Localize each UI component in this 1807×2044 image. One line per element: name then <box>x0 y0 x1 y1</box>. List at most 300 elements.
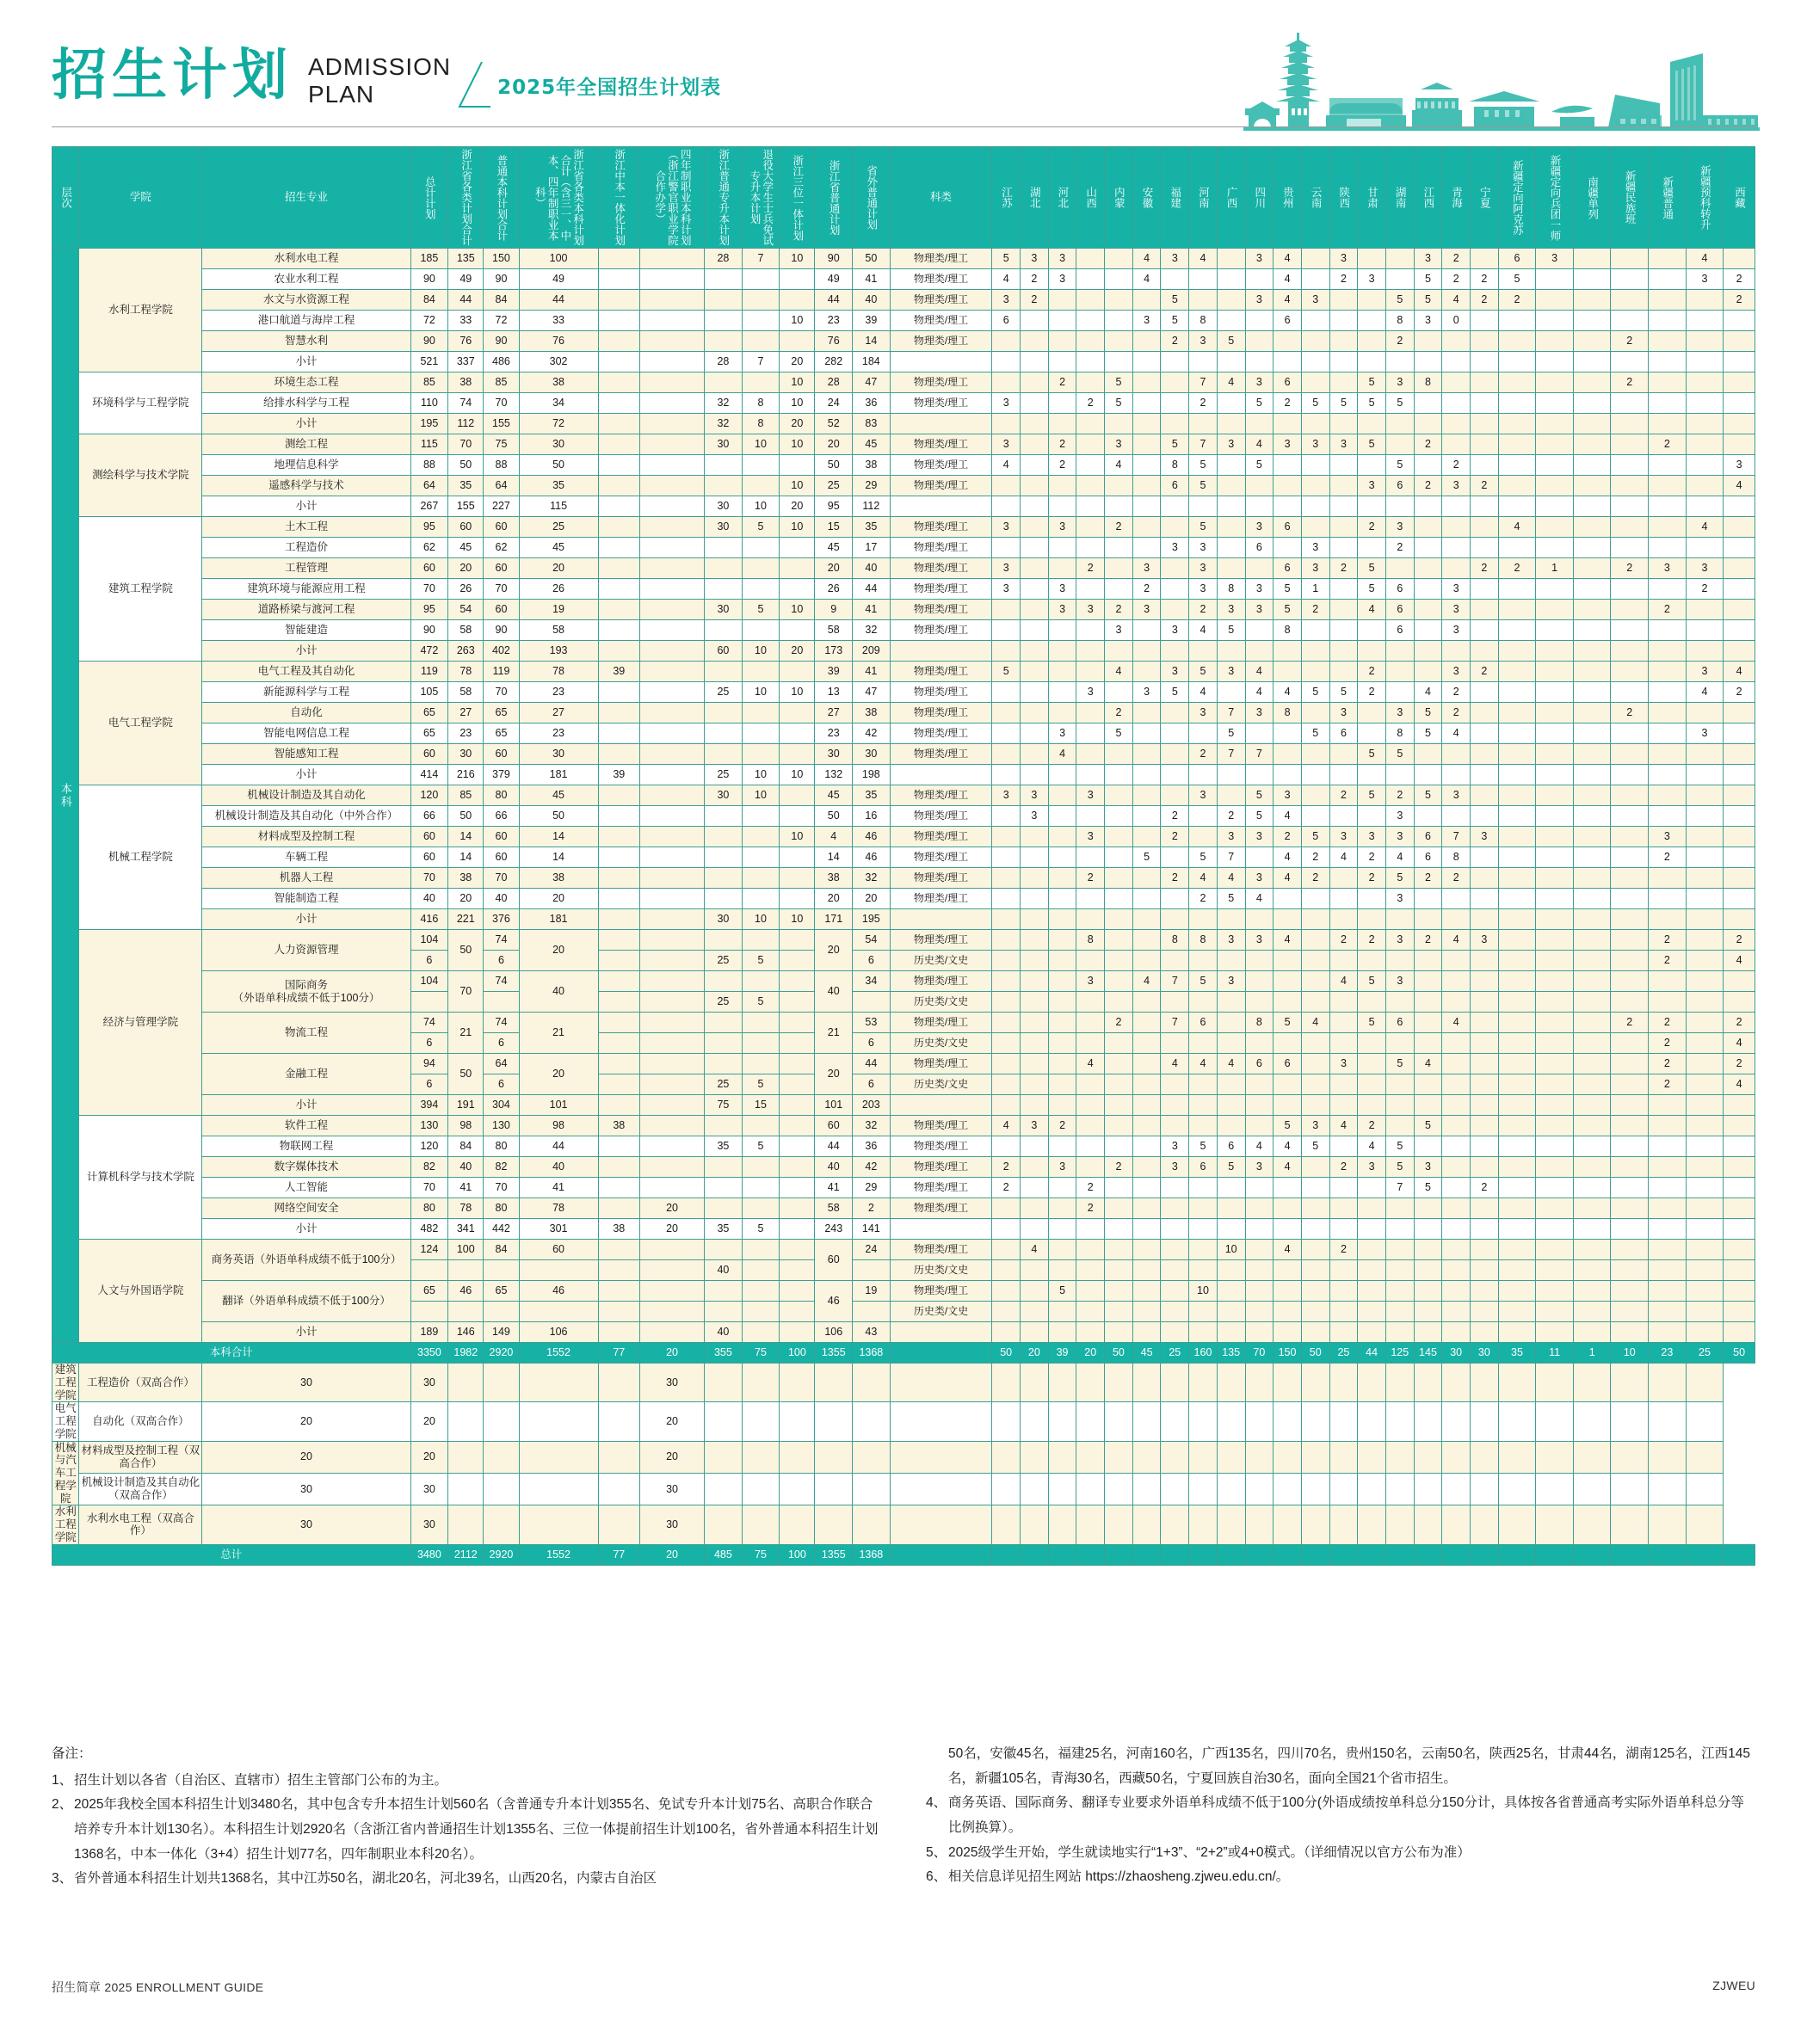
cell-plan <box>598 1441 639 1473</box>
cell-province-quota <box>1724 868 1755 889</box>
cell-subject-type: 物理类/理工 <box>890 703 992 723</box>
cell-province-quota <box>1471 1505 1499 1544</box>
cell-province-quota <box>1217 951 1245 971</box>
cell-province-total: 30 <box>1471 1343 1499 1364</box>
cell-province-quota <box>1048 496 1076 517</box>
note-text: 省外普通本科招生计划共1368名，其中江苏50名，湖北20名，河北39名，山西20名，内蒙古自治区 <box>74 1871 657 1887</box>
cell-plan: 30 <box>640 1473 705 1505</box>
cell-province-quota <box>1385 558 1414 579</box>
cell-plan <box>780 1157 815 1178</box>
cell-subject-type <box>890 765 992 785</box>
table-row-major <box>52 517 1755 538</box>
cell-plan: 23 <box>519 723 598 744</box>
cell-province-quota: 10 <box>1217 1240 1245 1260</box>
cell-province-quota: 3 <box>992 434 1021 455</box>
cell-plan: 74 <box>448 393 484 414</box>
cell-province-quota: 4 <box>1189 249 1218 269</box>
cell-province-quota: 6 <box>1385 600 1414 620</box>
cell-province-quota: 4 <box>1442 1013 1471 1033</box>
cell-province-quota <box>1358 1198 1386 1219</box>
cell-province-quota: 3 <box>1217 930 1245 951</box>
cell-province-quota <box>1611 1441 1649 1473</box>
cell-province-quota <box>1471 1198 1499 1219</box>
cell-province-quota <box>1573 868 1611 889</box>
cell-province-quota <box>1573 372 1611 393</box>
cell-province-quota <box>1217 992 1245 1013</box>
cell-subject-type: 物理类/理工 <box>890 249 992 269</box>
cell-province-quota <box>1329 1219 1358 1240</box>
cell-plan: 82 <box>410 1157 448 1178</box>
table-row-major <box>52 331 1755 352</box>
cell-plan: 6 <box>410 1033 448 1054</box>
cell-province-quota <box>1076 1544 1105 1565</box>
cell-undergrad-total: 2920 <box>484 1343 519 1364</box>
cell-province-quota: 2 <box>1442 703 1471 723</box>
major-name: 机械设计制造及其自动化（中外合作） <box>202 806 410 827</box>
cell-plan: 41 <box>448 1178 484 1198</box>
cell-province-quota <box>1611 269 1649 290</box>
cell-plan: 50 <box>815 806 853 827</box>
note-item <box>926 1742 1755 1791</box>
cell-province-quota <box>1536 1544 1574 1565</box>
table-row-major <box>52 868 1755 889</box>
table-row-subtotal <box>52 765 1755 785</box>
college-name: 电气工程学院 <box>79 662 202 785</box>
cell-province-quota <box>1132 1157 1161 1178</box>
cell-province-quota <box>1132 1178 1161 1198</box>
cell-subtotal: 115 <box>519 496 598 517</box>
cell-undergrad-total: 100 <box>780 1343 815 1364</box>
cell-province-quota <box>1021 1364 1049 1402</box>
cell-province-quota <box>1649 992 1687 1013</box>
cell-province-quota <box>1724 971 1755 992</box>
cell-subtotal <box>598 909 639 930</box>
cell-plan: 14 <box>815 847 853 868</box>
cell-province-quota <box>1076 909 1105 930</box>
cell-province-quota <box>1686 909 1724 930</box>
cell-plan: 26 <box>519 579 598 600</box>
cell-province-quota <box>1471 372 1499 393</box>
cell-province-quota <box>1498 1136 1536 1157</box>
cell-province-quota <box>1329 311 1358 331</box>
cell-province-quota <box>1649 1198 1687 1219</box>
cell-plan <box>705 538 743 558</box>
cell-plan: 80 <box>484 785 519 806</box>
cell-plan: 185 <box>410 249 448 269</box>
cell-plan: 10 <box>780 249 815 269</box>
cell-plan <box>598 1033 639 1054</box>
cell-province-quota <box>1048 806 1076 827</box>
cell-province-quota: 2 <box>1471 558 1499 579</box>
cell-subject-type <box>890 1322 992 1343</box>
cell-province-quota <box>1536 1441 1574 1473</box>
cell-province-quota <box>1471 620 1499 641</box>
cell-province-quota <box>992 1302 1021 1322</box>
cell-province-quota <box>1076 1240 1105 1260</box>
cell-plan <box>519 1364 598 1402</box>
cell-province-quota: 3 <box>1105 434 1133 455</box>
college-name: 建筑工程学院 <box>52 1364 79 1402</box>
cell-province-quota <box>1471 971 1499 992</box>
cell-province-quota <box>1385 1302 1414 1322</box>
cell-province-quota: 5 <box>1189 517 1218 538</box>
cell-subtotal: 52 <box>815 414 853 434</box>
cell-plan: 10 <box>780 434 815 455</box>
cell-plan <box>519 1473 598 1505</box>
cell-province-quota <box>1573 909 1611 930</box>
cell-province-quota <box>1076 331 1105 352</box>
cell-plan <box>742 1364 780 1402</box>
cell-plan: 98 <box>519 1116 598 1136</box>
cell-province-quota <box>1724 1322 1755 1343</box>
cell-province-quota: 2 <box>1329 785 1358 806</box>
cell-plan <box>448 1302 484 1322</box>
cell-subject-type: 物理类/理工 <box>890 827 992 847</box>
cell-plan <box>742 744 780 765</box>
cell-plan: 30 <box>448 744 484 765</box>
cell-province-quota <box>1536 1157 1574 1178</box>
cell-province-quota <box>1132 434 1161 455</box>
cell-province-quota <box>1442 992 1471 1013</box>
cell-subtotal: 10 <box>742 496 780 517</box>
cell-province-quota: 4 <box>992 1116 1021 1136</box>
cell-subtotal: 209 <box>853 641 891 662</box>
cell-province-quota: 3 <box>1161 538 1189 558</box>
cell-plan: 30 <box>410 1473 448 1505</box>
cell-plan <box>780 1054 815 1074</box>
cell-plan: 66 <box>484 806 519 827</box>
table-row-major <box>52 723 1755 744</box>
cell-province-quota <box>1132 765 1161 785</box>
cell-province-quota <box>1611 249 1649 269</box>
cell-province-quota <box>1573 538 1611 558</box>
cell-province-quota <box>1021 1157 1049 1178</box>
cell-province-quota <box>1076 1219 1105 1240</box>
cell-province-quota <box>1686 703 1724 723</box>
major-name: 环境生态工程 <box>202 372 410 393</box>
cell-province-quota: 8 <box>1189 930 1218 951</box>
cell-province-quota <box>1385 1544 1414 1565</box>
cell-plan: 60 <box>815 1240 853 1281</box>
major-name: 金融工程 <box>202 1054 410 1095</box>
cell-plan: 15 <box>815 517 853 538</box>
cell-province-quota <box>1329 909 1358 930</box>
cell-province-quota <box>1048 620 1076 641</box>
cell-plan <box>640 311 705 331</box>
cell-province-quota <box>1245 1544 1274 1565</box>
cell-province-quota <box>1442 414 1471 434</box>
cell-province-quota <box>1536 1240 1574 1260</box>
cell-province-quota: 8 <box>1274 620 1302 641</box>
cell-province-quota: 2 <box>1076 1178 1105 1198</box>
cell-province-quota <box>1611 971 1649 992</box>
major-name: 材料成型及控制工程 <box>202 827 410 847</box>
cell-plan: 40 <box>853 558 891 579</box>
cell-subject-type <box>890 909 992 930</box>
cell-province-quota <box>1021 992 1049 1013</box>
cell-province-quota <box>1076 723 1105 744</box>
cell-plan <box>742 827 780 847</box>
cell-province-quota: 2 <box>1414 434 1442 455</box>
cell-province-quota <box>1471 868 1499 889</box>
cell-province-quota: 8 <box>1442 847 1471 868</box>
cell-province-quota <box>1048 1033 1076 1054</box>
cell-plan <box>705 847 743 868</box>
cell-plan <box>640 249 705 269</box>
cell-subject-type: 物理类/理工 <box>890 868 992 889</box>
cell-province-quota <box>1611 1136 1649 1157</box>
cell-subtotal: 60 <box>705 641 743 662</box>
cell-plan: 46 <box>519 1281 598 1302</box>
cell-plan <box>742 868 780 889</box>
cell-province-quota <box>992 930 1021 951</box>
cell-plan <box>742 1505 780 1544</box>
cell-province-quota <box>1274 971 1302 992</box>
cell-province-quota: 4 <box>1105 455 1133 476</box>
cell-province-quota <box>1329 1178 1358 1198</box>
cell-province-quota <box>1217 1033 1245 1054</box>
cell-plan <box>705 1240 743 1260</box>
cell-plan: 95 <box>410 600 448 620</box>
cell-province-quota <box>1649 1095 1687 1116</box>
cell-province-quota <box>1189 909 1218 930</box>
cell-province-quota <box>1076 414 1105 434</box>
cell-province-quota <box>1442 331 1471 352</box>
cell-plan: 40 <box>815 1157 853 1178</box>
cell-plan: 23 <box>519 682 598 703</box>
cell-plan <box>742 1157 780 1178</box>
cell-province-quota: 3 <box>1649 558 1687 579</box>
cell-undergrad-total: 1552 <box>519 1343 598 1364</box>
cell-province-quota <box>1573 1260 1611 1281</box>
cell-plan: 25 <box>705 951 743 971</box>
college-name: 建筑工程学院 <box>79 517 202 662</box>
cell-province-quota <box>1498 1402 1536 1441</box>
cell-plan <box>598 744 639 765</box>
cell-plan <box>640 290 705 311</box>
cell-province-quota: 4 <box>1245 662 1274 682</box>
cell-plan <box>598 930 639 951</box>
cell-province-quota <box>1442 889 1471 909</box>
cell-province-quota <box>1724 1240 1755 1260</box>
cell-plan: 50 <box>519 806 598 827</box>
cell-province-quota <box>1686 290 1724 311</box>
cell-plan: 150 <box>484 249 519 269</box>
cell-plan: 10 <box>742 682 780 703</box>
cell-province-quota <box>1498 641 1536 662</box>
cell-province-quota <box>1329 496 1358 517</box>
major-name: 电气工程及其自动化 <box>202 662 410 682</box>
cell-province-quota: 3 <box>1442 620 1471 641</box>
cell-plan: 47 <box>853 682 891 703</box>
cell-subtotal: 379 <box>484 765 519 785</box>
cell-province-quota: 3 <box>1217 827 1245 847</box>
cell-plan <box>780 455 815 476</box>
cell-province-quota: 2 <box>1358 847 1386 868</box>
cell-subtotal: 243 <box>815 1219 853 1240</box>
college-name: 人文与外国语学院 <box>79 1240 202 1343</box>
cell-plan: 20 <box>448 889 484 909</box>
cell-province-quota <box>1245 269 1274 290</box>
cell-province-quota <box>1649 868 1687 889</box>
cell-province-quota: 3 <box>1329 703 1358 723</box>
note-number: 4、 <box>926 1795 947 1811</box>
cell-plan: 70 <box>448 434 484 455</box>
cell-province-quota <box>1649 641 1687 662</box>
cell-province-quota <box>1048 682 1076 703</box>
cell-province-quota <box>1076 744 1105 765</box>
cell-plan: 5 <box>742 951 780 971</box>
cell-plan <box>640 827 705 847</box>
col-header-2: 招生专业 <box>202 147 410 249</box>
cell-subtotal: 304 <box>484 1095 519 1116</box>
cell-province-quota <box>1274 1441 1302 1473</box>
cell-province-quota: 2 <box>1442 868 1471 889</box>
cell-province-quota: 5 <box>1358 1013 1386 1033</box>
cell-province-quota: 6 <box>1414 847 1442 868</box>
cell-province-quota <box>992 1095 1021 1116</box>
cell-subject-type: 物理类/理工 <box>890 1013 992 1033</box>
cell-province-quota <box>1105 414 1133 434</box>
cell-subtotal: 7 <box>742 352 780 372</box>
major-name: 网络空间安全 <box>202 1198 410 1219</box>
cell-plan: 9 <box>815 600 853 620</box>
cell-province-quota <box>992 1054 1021 1074</box>
cell-province-quota: 3 <box>1161 249 1189 269</box>
cell-province-quota <box>1132 1074 1161 1095</box>
cell-plan <box>742 1473 780 1505</box>
cell-subject-type: 物理类/理工 <box>890 847 992 868</box>
cell-province-quota <box>1105 558 1133 579</box>
cell-province-quota <box>890 1505 992 1544</box>
cell-plan <box>598 847 639 868</box>
cell-province-quota <box>1573 930 1611 951</box>
cell-province-quota <box>1105 1260 1133 1281</box>
cell-province-quota <box>1498 1505 1536 1544</box>
cell-plan: 20 <box>815 1054 853 1095</box>
cell-province-quota <box>1573 476 1611 496</box>
cell-province-quota: 3 <box>1021 1116 1049 1136</box>
cell-province-quota <box>1498 620 1536 641</box>
cell-province-quota <box>1217 538 1245 558</box>
cell-province-quota <box>1611 352 1649 372</box>
cell-province-quota <box>1611 744 1649 765</box>
cell-province-quota <box>1536 765 1574 785</box>
cell-province-quota: 5 <box>1385 290 1414 311</box>
cell-province-quota <box>1132 517 1161 538</box>
cell-province-quota <box>1161 1219 1189 1240</box>
cell-province-quota <box>1245 1364 1274 1402</box>
cell-province-quota: 4 <box>1724 1033 1755 1054</box>
cell-province-quota <box>1217 249 1245 269</box>
major-name: 新能源科学与工程 <box>202 682 410 703</box>
cell-province-quota <box>1021 414 1049 434</box>
cell-plan: 49 <box>519 269 598 290</box>
cell-province-quota: 8 <box>1161 455 1189 476</box>
cell-plan: 8 <box>742 393 780 414</box>
cell-province-quota <box>1536 744 1574 765</box>
cell-province-quota <box>992 868 1021 889</box>
major-name: 智能电网信息工程 <box>202 723 410 744</box>
cell-province-quota <box>1161 372 1189 393</box>
cell-plan: 16 <box>853 806 891 827</box>
cell-plan: 24 <box>853 1240 891 1260</box>
cell-undergrad-total: 355 <box>705 1343 743 1364</box>
cell-plan <box>598 1402 639 1441</box>
note-item <box>926 1791 1755 1840</box>
subtotal-label: 小计 <box>202 352 410 372</box>
cell-province-quota <box>1021 1074 1049 1095</box>
cell-province-quota <box>1573 269 1611 290</box>
cell-province-quota: 2 <box>1414 476 1442 496</box>
cell-plan: 32 <box>853 868 891 889</box>
cell-plan: 10 <box>780 600 815 620</box>
cell-province-quota <box>1132 1136 1161 1157</box>
cell-province-quota <box>1161 1095 1189 1116</box>
cell-plan <box>705 311 743 331</box>
cell-plan <box>598 703 639 723</box>
cell-plan <box>598 269 639 290</box>
cell-province-quota <box>1329 1544 1358 1565</box>
cell-province-quota <box>1536 517 1574 538</box>
cell-province-quota: 2 <box>1161 868 1189 889</box>
cell-province-quota <box>1076 1033 1105 1054</box>
cell-province-quota <box>1189 1302 1218 1322</box>
cell-province-quota: 5 <box>1414 703 1442 723</box>
cell-subject-type: 物理类/理工 <box>890 1136 992 1157</box>
cell-province-total: 25 <box>1329 1343 1358 1364</box>
cell-province-quota: 3 <box>1048 1157 1076 1178</box>
cell-province-quota <box>1498 414 1536 434</box>
cell-plan <box>780 579 815 600</box>
cell-plan <box>705 372 743 393</box>
cell-province-quota <box>1161 703 1189 723</box>
cell-plan: 10 <box>780 827 815 847</box>
cell-plan: 90 <box>815 249 853 269</box>
cell-province-quota: 8 <box>1189 311 1218 331</box>
cell-province-quota <box>1686 744 1724 765</box>
cell-province-quota <box>1161 1178 1189 1198</box>
cell-plan <box>780 1281 815 1302</box>
cell-province-quota <box>1573 992 1611 1013</box>
cell-province-quota: 2 <box>1649 600 1687 620</box>
cell-province-quota <box>1301 1240 1329 1260</box>
col-header-province-17: 宁夏 <box>1471 147 1499 249</box>
cell-province-quota <box>1573 827 1611 847</box>
cell-province-quota <box>1536 393 1574 414</box>
major-name: 材料成型及控制工程（双高合作） <box>79 1441 202 1473</box>
cell-province-quota <box>1105 1178 1133 1198</box>
cell-province-quota <box>1274 1219 1302 1240</box>
cell-province-quota <box>1358 641 1386 662</box>
cell-plan: 4 <box>815 827 853 847</box>
cell-province-quota <box>1161 1364 1189 1402</box>
cell-plan: 10 <box>780 372 815 393</box>
cell-province-quota <box>1021 393 1049 414</box>
cell-province-quota <box>1329 1441 1358 1473</box>
cell-province-quota: 4 <box>1274 806 1302 827</box>
note-text: 相关信息详见招生网站 https://zhaosheng.zjweu.edu.cn/。 <box>948 1869 1290 1885</box>
cell-province-quota <box>1132 1198 1161 1219</box>
cell-province-quota <box>1498 1198 1536 1219</box>
cell-province-quota: 5 <box>1189 455 1218 476</box>
cell-province-quota <box>1217 476 1245 496</box>
cell-province-quota <box>1414 1013 1442 1033</box>
cell-plan <box>705 579 743 600</box>
cell-province-quota <box>1245 1095 1274 1116</box>
cell-province-quota <box>1611 951 1649 971</box>
cell-province-quota <box>1217 909 1245 930</box>
